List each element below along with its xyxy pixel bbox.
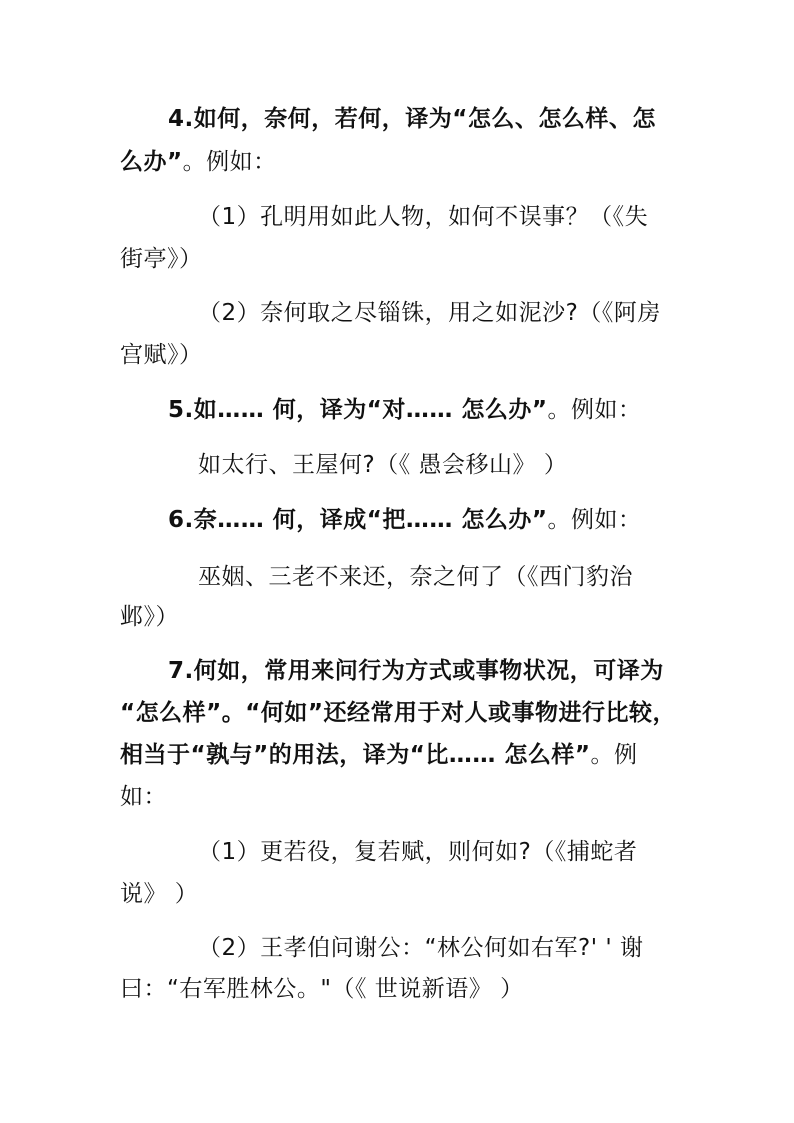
- section7-line3-rest: 。例: [590, 742, 638, 768]
- section7-line3-bold: 相当于“孰与”的用法，译为“比…… 怎么样”: [120, 742, 591, 768]
- section7-line2: “怎么样”。“何如”还经常用于对人或事物进行比较，: [120, 700, 676, 726]
- section6-example1-line1: 巫姻、三老不来还，奈之何了（《西门豹治: [198, 564, 633, 590]
- section4-example1-line2: 街亭》）: [120, 246, 203, 272]
- section7-line1: 7.何如，常用来问行为方式或事物状况，可译为: [168, 658, 664, 684]
- section4-example2-line1: （2）奈何取之尽锱铢，用之如泥沙?（《阿房: [198, 300, 661, 326]
- section5-example1: 如太行、王屋何?（《 愚会移山》 ）: [198, 452, 568, 478]
- section6-heading: [168, 505, 642, 535]
- section7-example2-line1: （2）王孝伯问谢公：“林公何如右军?' ' 谢: [198, 935, 644, 961]
- section5-heading-rest: 。例如：: [547, 397, 642, 423]
- section4-heading-rest: 。例如：: [182, 149, 277, 175]
- section6-example1-line2: 邺》）: [120, 604, 179, 630]
- section7-example1-line2: 说》 ）: [120, 881, 199, 907]
- section5-heading-bold: 5.如…… 何，译为“对…… 怎么办”: [168, 397, 548, 423]
- section4-heading-line1: 4.如何，奈何，若何，译为“怎么、怎么样、怎: [168, 106, 656, 132]
- section7-line4: 如：: [120, 784, 167, 810]
- section4-example1-line1: （1）孔明用如此人物，如何不误事？（《失: [198, 204, 649, 230]
- section6-heading-rest: 。例如：: [547, 507, 642, 533]
- section4-heading-line2: [120, 147, 277, 177]
- section4-example2-line2: 宫赋》）: [120, 342, 203, 368]
- section5-heading: [168, 395, 642, 425]
- section7-example1-line1: （1）更若役，复若赋，则何如?（《捕蛇者: [198, 839, 638, 865]
- section6-heading-bold: 6.奈…… 何，译成“把…… 怎么办”: [168, 507, 548, 533]
- section7-line3: [120, 740, 637, 770]
- section7-example2-line2: 曰：“右军胜林公。"（《 世说新语》 ）: [120, 976, 524, 1002]
- section4-heading-bold: 么办”: [120, 149, 183, 175]
